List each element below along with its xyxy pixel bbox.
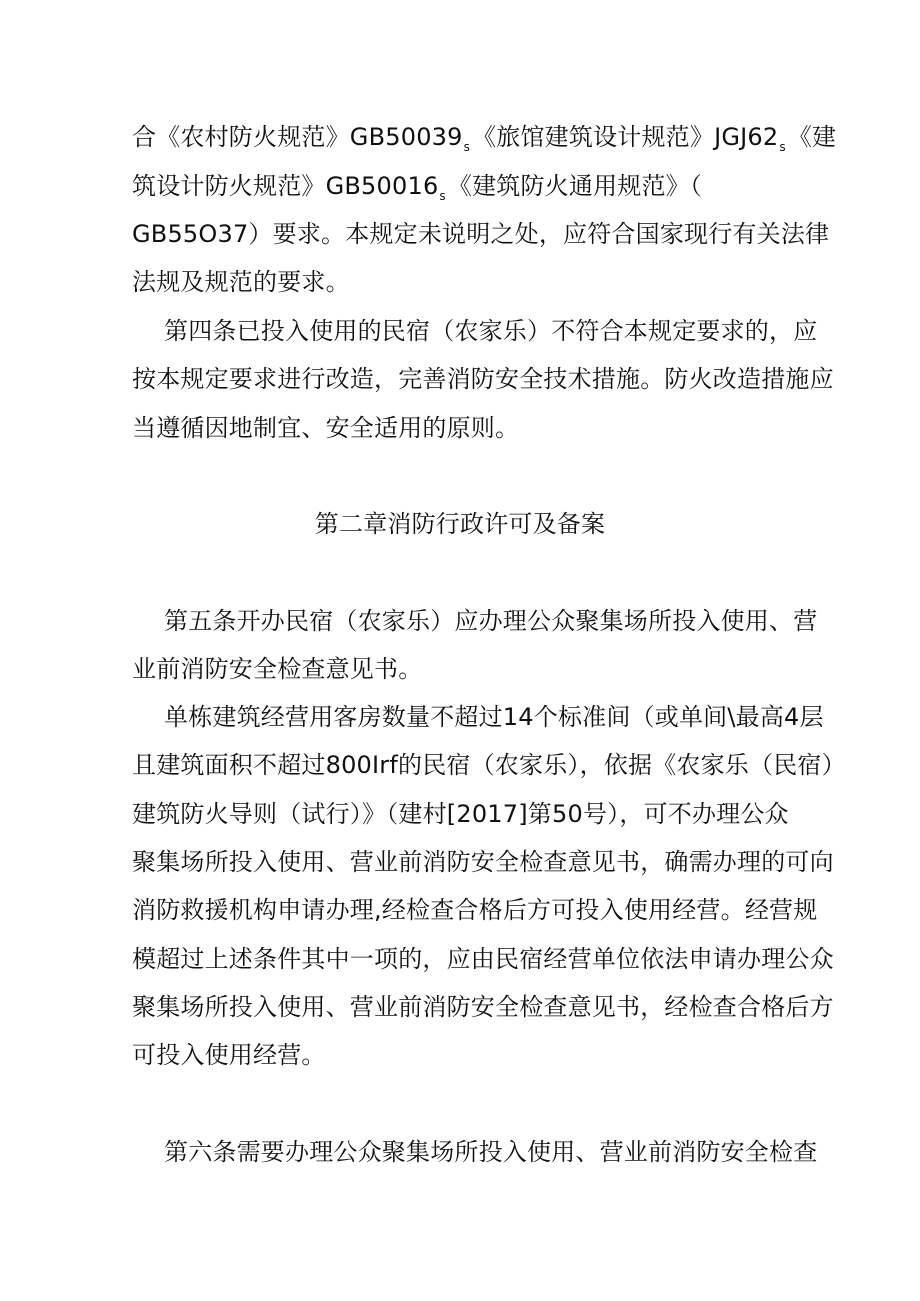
text-segment: 《旅馆建筑设计规范》JGJ62 (472, 123, 779, 151)
article-5-paragraph-2-line-8: 可投入使用经营。 (132, 1041, 326, 1069)
paragraph-1-line-3: GB55O37）要求。本规定未说明之处，应符合国家现行有关法律 (132, 220, 830, 248)
text-segment: 筑设计防火规范》GB50016 (132, 172, 439, 200)
subscript-mark: s (439, 189, 446, 203)
article-5-line-1: 第五条开办民宿（农家乐）应办理公众聚集场所投入使用、营 (164, 607, 818, 635)
article-5-paragraph-2-line-7: 聚集场所投入使用、营业前消防安全检查意见书，经检查合格后方 (132, 993, 834, 1021)
subscript-mark: s (463, 140, 471, 154)
paragraph-1-line-4: 法规及规范的要求。 (132, 268, 350, 296)
article-5-paragraph-2-line-1: 单栋建筑经营用客房数量不超过14个标准间（或单间\最高4层 (164, 703, 824, 731)
text-segment: 《建 (787, 123, 837, 151)
paragraph-1-line-1 (132, 120, 837, 164)
article-5-paragraph-2-line-4: 聚集场所投入使用、营业前消防安全检查意见书，确需办理的可向 (132, 848, 834, 876)
article-5-paragraph-2-line-5: 消防救援机构申请办理,经检查合格后方可投入使用经营。经营规 (132, 896, 818, 924)
text-segment: 《建筑防火通用规范》（ (447, 172, 703, 200)
article-5-paragraph-2-line-2: 且建筑面积不超过800Irf的民宿（农家乐），依据《农家乐（民宿） (132, 751, 846, 779)
article-4-line-1: 第四条已投入使用的民宿（农家乐）不符合本规定要求的，应 (164, 317, 818, 345)
article-6-line-1: 第六条需要办理公众聚集场所投入使用、营业前消防安全检查 (164, 1138, 818, 1166)
article-5-paragraph-2-line-3: 建筑防火导则（试行）》（建村[2017]第50号），可不办理公众 (132, 800, 789, 828)
article-5-paragraph-2-line-6: 模超过上述条件其中一项的，应由民宿经营单位依法申请办理公众 (132, 945, 834, 973)
article-4-line-3: 当遵循因地制宜、安全适用的原则。 (132, 414, 520, 442)
article-5-line-2: 业前消防安全检查意见书。 (132, 655, 423, 683)
chapter-heading: 第二章消防行政许可及备案 (314, 510, 606, 538)
subscript-mark: s (779, 140, 786, 154)
article-4-line-2: 按本规定要求进行改造，完善消防安全技术措施。防火改造措施应 (132, 365, 834, 393)
text-segment: 合《农村防火规范》GB50039 (132, 123, 463, 151)
paragraph-1-line-2 (132, 169, 807, 213)
